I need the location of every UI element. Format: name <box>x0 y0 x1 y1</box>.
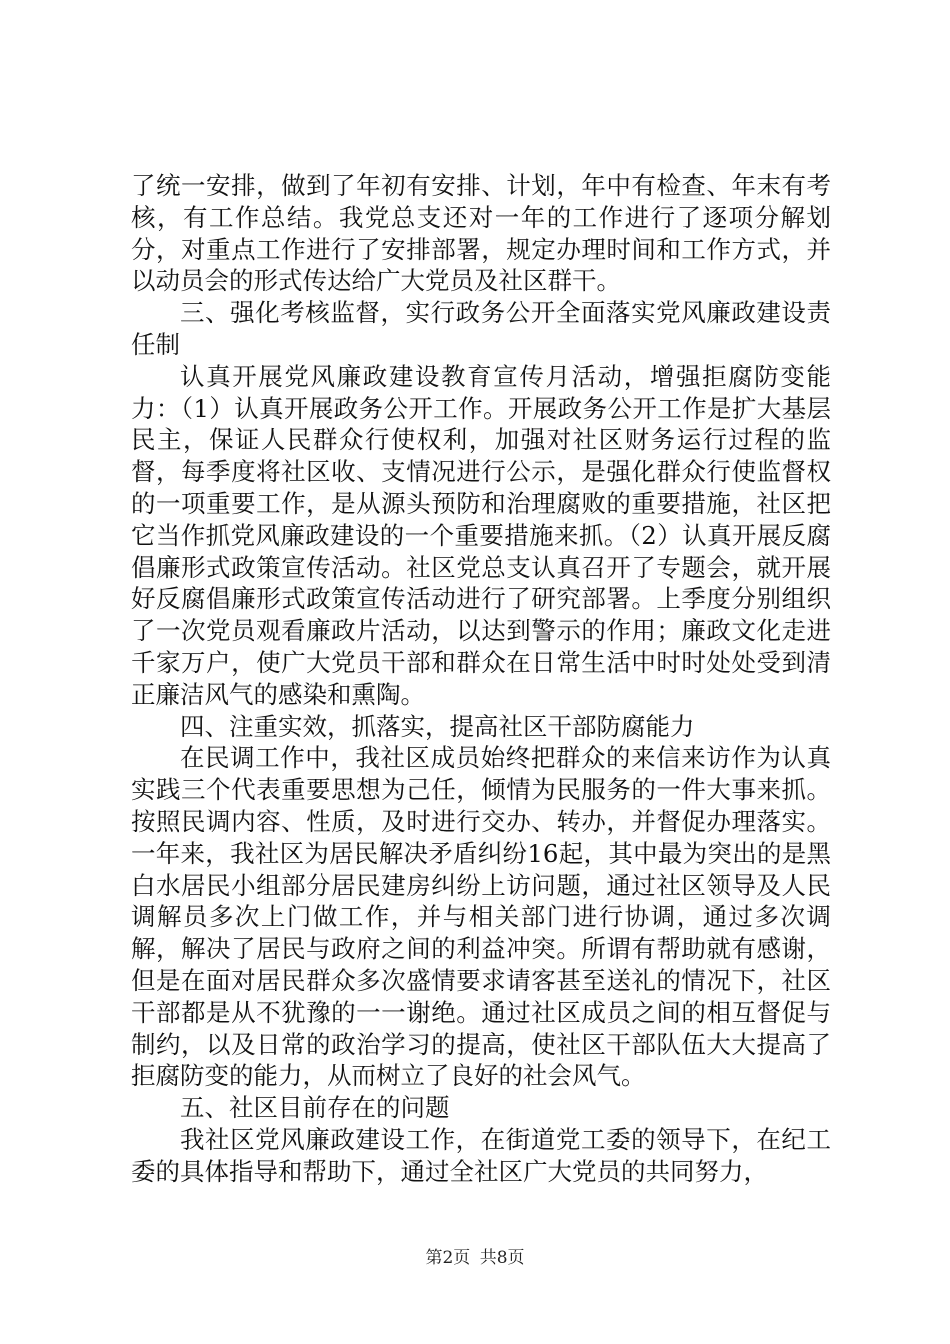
paragraph: 我社区党风廉政建设工作，在街道党工委的领导下，在纪工委的具体指导和帮助下，通过全社区广大党员的共同努力， <box>131 1124 831 1186</box>
section-heading: 四、注重实效，抓落实，提高社区干部防腐能力 <box>180 711 695 741</box>
page-footer <box>0 1243 950 1268</box>
section-heading: 五、社区目前存在的问题 <box>180 1093 450 1123</box>
document-body <box>131 170 831 1188</box>
paragraph: 在民调工作中，我社区成员始终把群众的来信来访作为认真实践三个代表重要思想为己任，倾情为民服务的一件大事来抓。按照民调内容、性质，及时进行交办、转办，并督促办理落实。一年来，我社区为居民解决矛盾纠纷16起，其中最为突出的是黑白水居民小组部分居民建房纠纷上访问题，通过社区领导及人民调解员多次上门做工作，并与相关部门进行协调，通过多次调解，解决了居民与政府之间的利益冲突。所谓有帮助就有感谢，但是在面对居民群众多次盛情要求请客甚至送礼的情况下，社区干部都是从不犹豫的一一谢绝。通过社区成员之间的相互督促与制约，以及日常的政治学习的提高，使社区干部队伍大大提高了拒腐防变的能力，从而树立了良好的社会风气。 <box>131 743 831 1091</box>
page-number: 第2页 <box>425 1248 471 1268</box>
paragraph: 了统一安排，做到了年初有安排、计划，年中有检查、年末有考核，有工作总结。我党总支还对一年的工作进行了逐项分解划分，对重点工作进行了安排部署，规定办理时间和工作方式，并以动员会的形式传达给广大党员及社区群干。 <box>131 171 831 296</box>
section-heading: 三、强化考核监督，实行政务公开全面落实党风廉政建设责任制 <box>131 298 831 359</box>
paragraph: 认真开展党风廉政建设教育宣传月活动，增强拒腐防变能力：（1）认真开展政务公开工作。开展政务公开工作是扩大基层民主，保证人民群众行使权利，加强对社区财务运行过程的监督，每季度将社区收、支情况进行公示，是强化群众行使监督权的一项重要工作，是从源头预防和治理腐败的重要措施，社区把它当作抓党风廉政建设的一个重要措施来抓。（2）认真开展反腐倡廉形式政策宣传活动。社区党总支认真召开了专题会，就开展好反腐倡廉形式政策宣传活动进行了研究部署。上季度分别组织了一次党员观看廉政片活动，以达到警示的作用；廉政文化走进千家万户，使广大党员干部和群众在日常生活中时时处处受到清正廉洁风气的感染和熏陶。 <box>131 361 831 709</box>
page-total: 共8页 <box>479 1248 525 1268</box>
